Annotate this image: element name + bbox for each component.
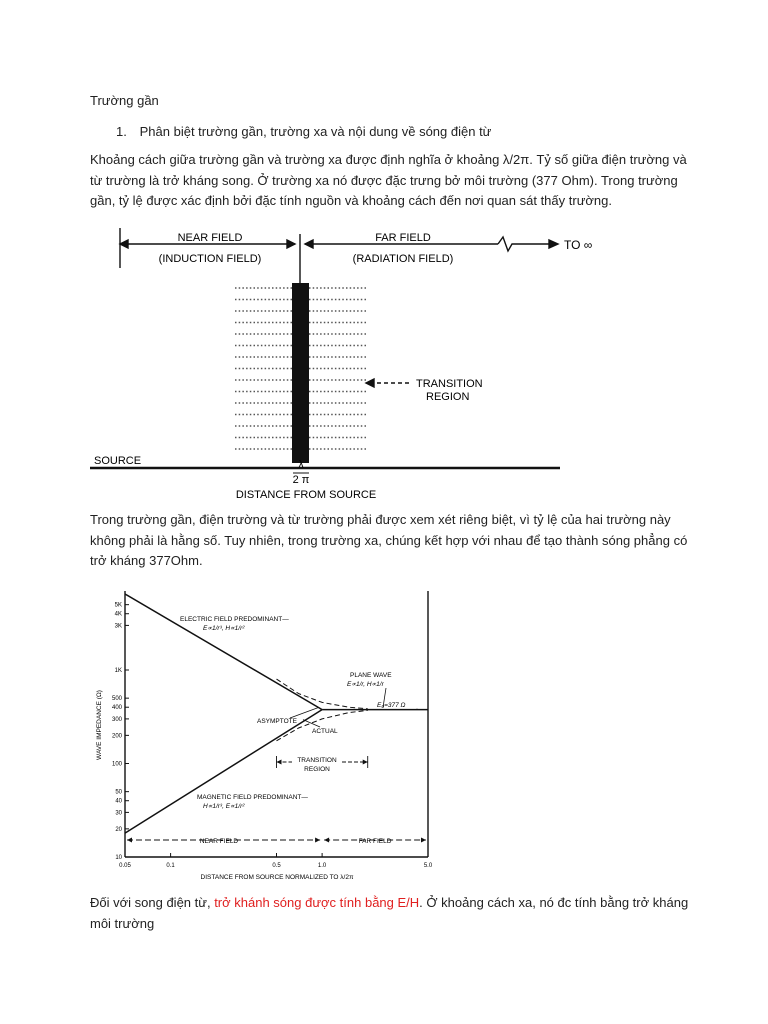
y-tick-label: 50 — [115, 789, 122, 796]
series-asymptote-magnetic — [125, 710, 322, 834]
chart-annotations — [127, 688, 426, 843]
list-item-text: Phân biệt trường gần, trường xa và nội dung về sóng điện từ — [139, 124, 492, 139]
transition-pointer-arrowhead — [366, 379, 374, 387]
wave-impedance-chart — [95, 585, 440, 885]
lambda-denominator: 2 π — [292, 474, 310, 486]
paragraph-3-intro: Đối với song điện từ, — [90, 895, 215, 910]
annotation-arrowhead — [324, 838, 329, 843]
y-tick-label: 300 — [111, 716, 122, 723]
x-tick-label: 1.0 — [317, 863, 327, 869]
transition-region-line1: TRANSITION — [297, 757, 337, 764]
list-number: 1. — [116, 124, 127, 139]
y-tick-label: 4K — [114, 611, 122, 618]
numbered-list-item — [116, 124, 491, 139]
y-tick-label: 1K — [114, 668, 122, 675]
paragraph-2: Trong trường gần, điện trường và từ trường phải được xem xét riêng biệt, vì tỷ lệ của hai trường này không phải là hằng số. Tuy nhiên, trong trường xa, chúng kết hợp với nhau để tạo thành sóng phẳng có trở kháng 377Ohm. — [90, 512, 688, 568]
far-field-label: FAR FIELD — [375, 232, 431, 244]
electric-label-line2: E∝1/r³, H∝1/r² — [203, 625, 245, 632]
transition-label-line1: TRANSITION — [416, 378, 483, 390]
paragraph-3-rest: . Ở khoảng cách xa, nó đc tính bằng trở kháng môi trường — [90, 895, 689, 931]
near-left-arrowhead — [120, 240, 128, 248]
annotation-arrowhead — [127, 838, 132, 843]
distance-axis-label: DISTANCE FROM SOURCE — [235, 489, 377, 501]
y-tick-label: 200 — [111, 733, 122, 740]
magnetic-label-line1: MAGNETIC FIELD PREDOMINANT— — [197, 794, 308, 801]
plane-wave-label-line1: PLANE WAVE — [350, 672, 392, 679]
y-axis-title: WAVE IMPEDANCE (Ω) — [96, 690, 103, 760]
x-tick-label: 0.1 — [166, 863, 175, 869]
x-tick-label: 5.0 — [423, 863, 433, 869]
lambda-numerator: λ — [298, 459, 304, 471]
transition-dark-band — [292, 283, 309, 463]
field-texture — [235, 283, 366, 463]
annotation-arrowhead — [363, 760, 368, 765]
plane-wave-label-line2: E∝1/r, H∝1/r — [347, 681, 384, 688]
y-tick-label: 3K — [114, 623, 122, 630]
highlighted-text: trở khánh sóng được tính bằng E/H — [214, 895, 420, 910]
near-field-label: NEAR FIELD — [177, 232, 243, 244]
near-field-region-label: NEAR FIELD — [199, 838, 239, 845]
annotation-arrowhead — [277, 760, 282, 765]
asymptote-label: ASYMPTOTE — [257, 718, 297, 725]
annotation-arrowhead — [315, 838, 320, 843]
y-tick-label: 400 — [111, 705, 122, 712]
y-tick-label: 5K — [114, 602, 122, 609]
induction-field-label: (INDUCTION FIELD) — [158, 253, 262, 265]
annotation-arrowhead — [421, 838, 426, 843]
far-field-region-label: FAR FIELD — [358, 838, 392, 845]
near-far-field-diagram — [90, 228, 610, 503]
e0-label: E₀=377 Ω — [377, 702, 406, 709]
electric-label-line1: ELECTRIC FIELD PREDOMINANT— — [180, 616, 289, 623]
y-tick-label: 500 — [111, 696, 122, 703]
x-axis-title: DISTANCE FROM SOURCE NORMALIZED TO λ/2π — [200, 874, 354, 881]
series-asymptote-electric — [125, 594, 322, 710]
transition-region-line2: REGION — [304, 766, 330, 773]
x-tick-label: 0.5 — [272, 863, 281, 869]
paragraph-1: Khoảng cách giữa trường gần và trường xa được định nghĩa ở khoảng λ/2π. Tỷ số giữa điện trường và từ trường là trở kháng song. Ở trường xa nó được đặc trưng bở môi trường (377 Ohm). Trong trường gần, tỷ lệ được xác định bởi đặc tính nguồn và khoảng cách đến nơi quan sát thấy trường. — [90, 152, 687, 208]
y-tick-label: 10 — [115, 855, 122, 861]
to-infinity-label: TO ∞ — [564, 238, 593, 252]
x-tick-label: 0.05 — [119, 863, 131, 869]
asymptote-leader — [290, 708, 318, 718]
far-left-arrowhead — [305, 240, 313, 248]
y-tick-label: 40 — [115, 798, 122, 805]
transition-label-line2: REGION — [426, 391, 470, 403]
near-right-arrowhead — [287, 240, 295, 248]
to-infinity-arrowhead — [549, 240, 558, 248]
radiation-field-label: (RADIATION FIELD) — [352, 253, 454, 265]
section-heading: Trường gần — [90, 93, 159, 108]
magnetic-label-line2: H∝1/r³, E∝1/r² — [203, 803, 245, 810]
series-actual-magnetic — [277, 710, 368, 740]
actual-leader — [303, 720, 320, 727]
chart-ticks — [112, 603, 433, 869]
y-tick-label: 20 — [115, 826, 122, 833]
actual-label: ACTUAL — [312, 728, 338, 735]
axis-break-zigzag — [498, 237, 550, 251]
y-tick-label: 100 — [111, 761, 122, 768]
y-tick-label: 30 — [115, 810, 122, 817]
source-label: SOURCE — [94, 455, 142, 467]
paragraph-3 — [90, 893, 690, 934]
